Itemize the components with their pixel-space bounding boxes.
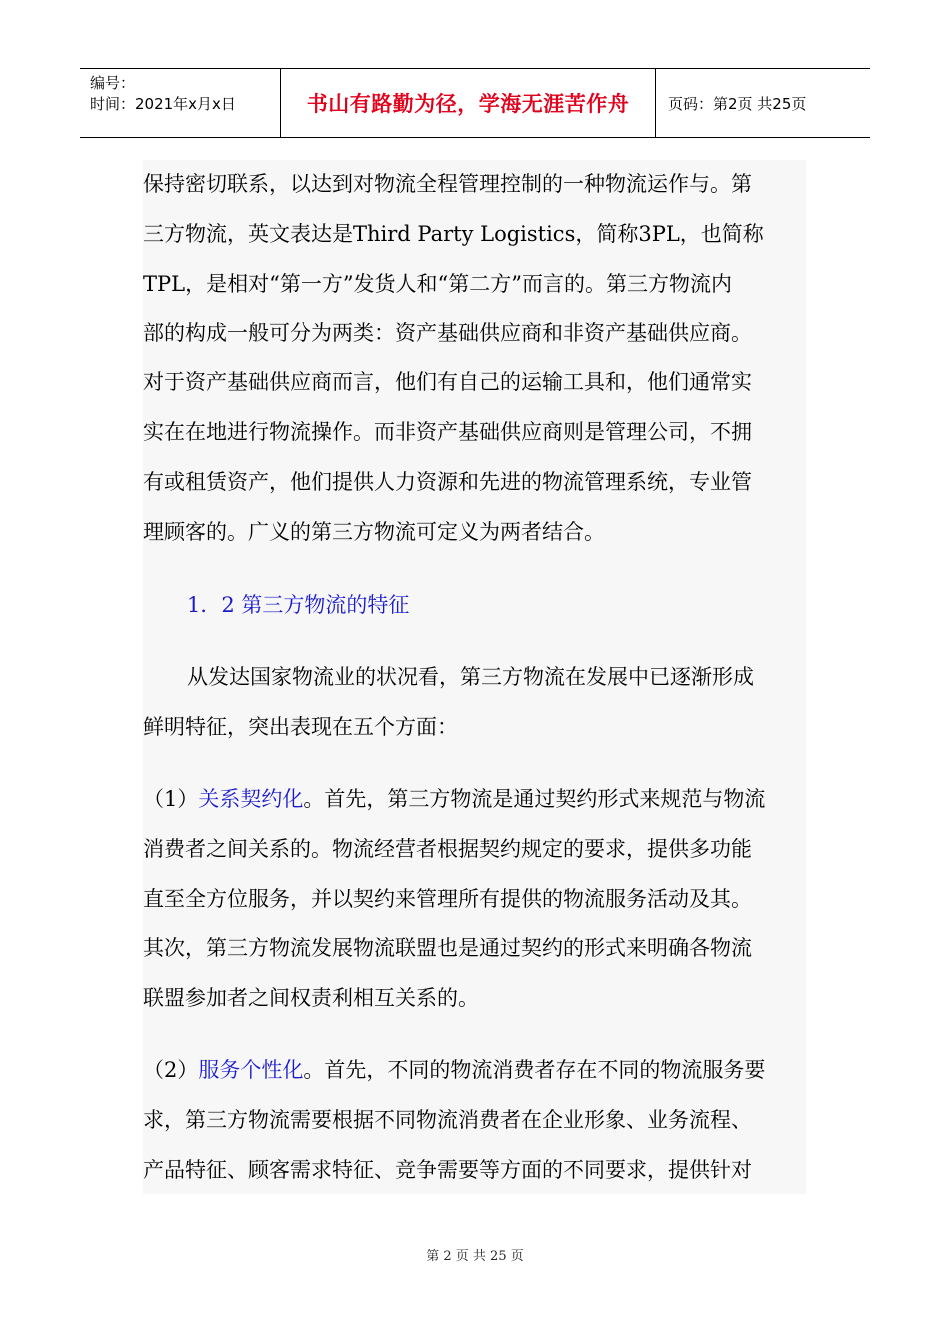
document-body [143,160,806,1194]
paragraph-line: 其次，第三方物流发展物流联盟也是通过契约的形式来明确各物流 [143,936,752,960]
list-item-2-first-line [143,1055,765,1085]
list-item-1-prefix: （1） [143,787,199,811]
paragraph-line: 实在在地进行物流操作。而非资产基础供应商则是管理公司，不拥 [143,420,752,444]
paragraph-line: 产品特征、顾客需求特征、竞争需要等方面的不同要求，提供针对 [143,1158,752,1182]
header-motto: 书山有路勤为径，学海无涯苦作舟 [280,69,656,137]
list-item-2-prefix: （2） [143,1058,199,1082]
header-meta [80,69,280,137]
paragraph-line: 消费者之间关系的。物流经营者根据契约规定的要求，提供多功能 [143,837,752,861]
paragraph-line: 部的构成一般可分为两类：资产基础供应商和非资产基础供应商。 [143,321,752,345]
list-item-1-first-line [143,784,765,814]
section-heading: 1．2 第三方物流的特征 [187,593,410,617]
paragraph-line: 对于资产基础供应商而言，他们有自己的运输工具和，他们通常实 [143,370,752,394]
number-label: 编号： [90,74,136,92]
page-header [80,68,870,138]
header-page-info: 页码：第2页 共25页 [668,94,807,113]
list-item-1-title: 关系契约化 [198,787,304,811]
paragraph-line: 从发达国家物流业的状况看，第三方物流在发展中已逐渐形成 [187,665,754,689]
list-item-2-text: 。首先，不同的物流消费者存在不同的物流服务要 [303,1058,766,1082]
list-item-1-text: 。首先，第三方物流是通过契约形式来规范与物流 [303,787,766,811]
paragraph-line: 求，第三方物流需要根据不同物流消费者在企业形象、业务流程、 [143,1108,752,1132]
paragraph-line: 有或租赁资产，他们提供人力资源和先进的物流管理系统，专业管 [143,470,752,494]
paragraph-line: 三方物流，英文表达是Third Party Logistics，简称3PL，也简称 [143,222,764,246]
page-footer: 第 2 页 共 25 页 [426,1249,524,1264]
paragraph-line: 联盟参加者之间权责利相互关系的。 [143,986,479,1010]
paragraph-line: 鲜明特征，突出表现在五个方面： [143,715,458,739]
paragraph-line: 直至全方位服务，并以契约来管理所有提供的物流服务活动及其。 [143,887,752,911]
paragraph-line: TPL，是相对“第一方”发货人和“第二方”而言的。第三方物流内 [143,272,733,296]
list-item-2-title: 服务个性化 [198,1058,304,1082]
paragraph-line: 保持密切联系，以达到对物流全程管理控制的一种物流运作与。第 [143,172,752,196]
time-label: 时间：2021年x月x日 [90,95,236,113]
paragraph-line: 理顾客的。广义的第三方物流可定义为两者结合。 [143,520,605,544]
